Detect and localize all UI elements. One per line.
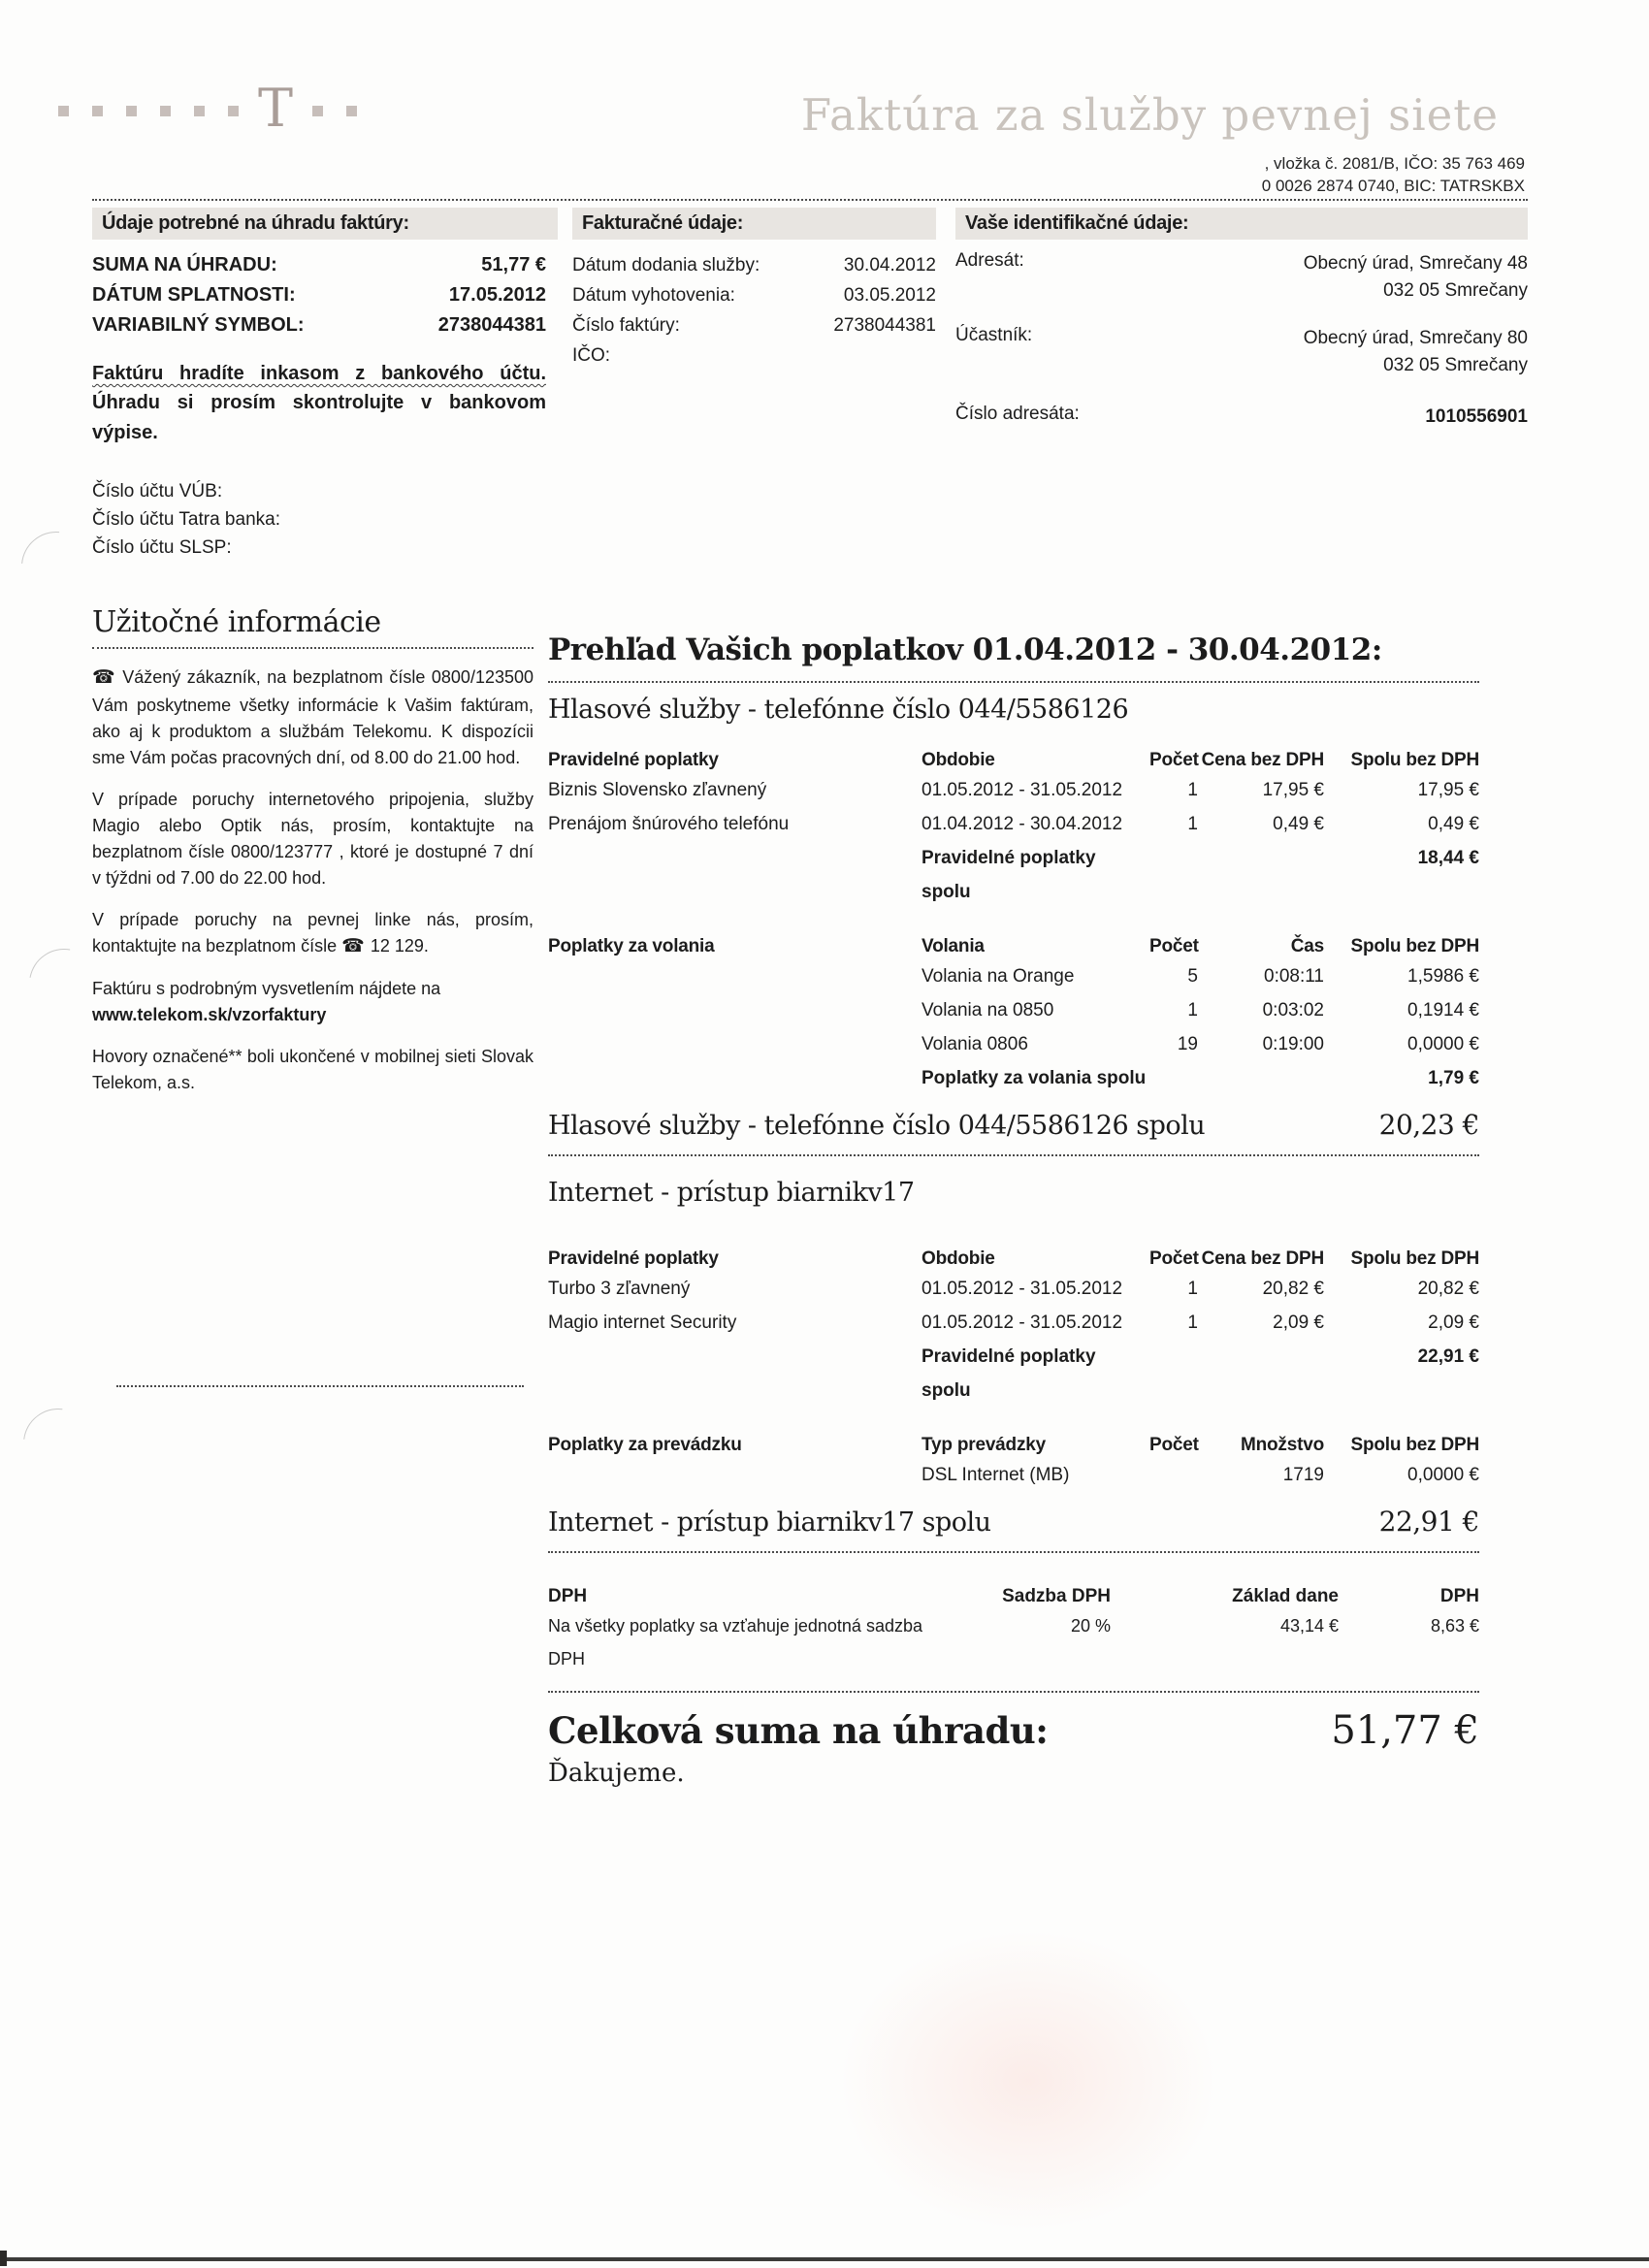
logo-square bbox=[312, 106, 323, 116]
logo-square bbox=[126, 106, 137, 116]
internet-total-value: 22,91 € bbox=[1378, 1506, 1479, 1538]
grand-total-row bbox=[548, 1708, 1479, 1753]
call-count: 19 bbox=[1177, 1034, 1198, 1054]
payment-summary bbox=[92, 250, 546, 340]
billing-row bbox=[572, 250, 936, 280]
item-period: 01.05.2012 - 31.05.2012 bbox=[922, 1312, 1123, 1333]
notice-underlined-text: Faktúru hradíte inkasom z bankového účtu. bbox=[92, 363, 546, 384]
useful-info-paragraph bbox=[92, 907, 534, 961]
logo-square bbox=[58, 106, 69, 116]
section-divider bbox=[548, 681, 1479, 683]
column-header: Spolu bez DPH bbox=[1350, 936, 1479, 956]
billing-label: Dátum vyhotovenia: bbox=[572, 285, 735, 306]
paragraph-text: Faktúru s podrobným vysvetlením nájdete na bbox=[92, 979, 441, 998]
notice-text: Úhradu si prosím skontrolujte v bankovom výpise. bbox=[92, 392, 546, 443]
billing-label: IČO: bbox=[572, 345, 611, 366]
table-row bbox=[548, 1272, 1479, 1306]
call-total: 0,1914 € bbox=[1407, 1000, 1479, 1021]
bank-account-line: Číslo účtu Tatra banka: bbox=[92, 509, 280, 530]
item-count: 1 bbox=[1187, 780, 1198, 800]
column-header: Spolu bez DPH bbox=[1350, 1435, 1479, 1455]
customer-identification bbox=[955, 250, 1528, 431]
subtotal-label: Pravidelné poplatky spolu bbox=[922, 1346, 1096, 1401]
column-header: Poplatky za volania bbox=[548, 936, 715, 956]
paragraph-text: V prípade poruchy internetového pripojenia, služby Magio alebo Optik nás, prosím, kontaktujte na bezplatnom čísle 0800/123777 , ktoré je dostupné 7 dní v týždni od 7.00 do 22.00 hod. bbox=[92, 789, 534, 888]
payment-row bbox=[92, 250, 546, 280]
addressee-line2: 032 05 Smrečany bbox=[1383, 279, 1528, 301]
item-name: Magio internet Security bbox=[548, 1312, 737, 1333]
table-row bbox=[548, 1306, 1479, 1340]
scan-edge bbox=[0, 2251, 7, 2266]
column-header: Volania bbox=[922, 936, 985, 956]
billing-value: 03.05.2012 bbox=[843, 285, 936, 306]
paragraph-text: V prípade poruchy na pevnej linke nás, prosím, kontaktujte na bezplatnom čísle bbox=[92, 909, 534, 956]
item-name: Biznis Slovensko zľavnený bbox=[548, 780, 767, 800]
internet-traffic-header bbox=[548, 1433, 1479, 1458]
column-header: Obdobie bbox=[922, 750, 995, 770]
payment-row bbox=[92, 280, 546, 310]
traffic-qty: 1719 bbox=[1282, 1465, 1324, 1485]
sidebar-divider bbox=[116, 1385, 524, 1387]
billing-row bbox=[572, 280, 936, 310]
phone-icon: ☎ bbox=[92, 667, 117, 688]
addressee-label: Adresát: bbox=[955, 250, 1024, 271]
header-divider bbox=[92, 199, 1528, 201]
section-divider bbox=[548, 1691, 1479, 1693]
vat-header bbox=[548, 1584, 1479, 1609]
scan-smudge bbox=[766, 1872, 1290, 2268]
useful-info-section bbox=[92, 605, 534, 1096]
item-total: 20,82 € bbox=[1417, 1279, 1479, 1299]
addressee-value bbox=[1304, 250, 1528, 304]
call-type: Volania na 0850 bbox=[922, 1000, 1054, 1021]
item-period: 01.04.2012 - 30.04.2012 bbox=[922, 814, 1123, 834]
telekom-logo bbox=[58, 78, 357, 139]
column-header: Cena bez DPH bbox=[1201, 750, 1324, 770]
logo-square bbox=[194, 106, 205, 116]
payment-row bbox=[92, 310, 546, 340]
call-type: Volania na Orange bbox=[922, 966, 1075, 987]
item-period: 01.05.2012 - 31.05.2012 bbox=[922, 780, 1123, 800]
payment-value: 17.05.2012 bbox=[448, 284, 546, 306]
item-count: 1 bbox=[1187, 1279, 1198, 1299]
grand-total-value: 51,77 € bbox=[1331, 1708, 1479, 1753]
subtotal-label: Pravidelné poplatky spolu bbox=[922, 848, 1096, 902]
voice-regular-header bbox=[548, 748, 1479, 773]
subscriber-line1: Obecný úrad, Smrečany 80 bbox=[1303, 328, 1528, 349]
subtotal-row bbox=[548, 841, 1479, 909]
column-header: Sadzba DPH bbox=[1002, 1586, 1111, 1606]
sample-invoice-url: www.telekom.sk/vzorfaktury bbox=[92, 1005, 327, 1024]
call-time: 0:19:00 bbox=[1262, 1034, 1324, 1054]
item-total: 17,95 € bbox=[1417, 780, 1479, 800]
column-header: DPH bbox=[1439, 1586, 1479, 1606]
logo-square bbox=[346, 106, 357, 116]
id-box-title: Vaše identifikačné údaje: bbox=[955, 208, 1528, 240]
useful-info-paragraph bbox=[92, 664, 534, 771]
useful-info-paragraph bbox=[92, 787, 534, 891]
billing-value: 2738044381 bbox=[833, 315, 936, 336]
vat-amount: 8,63 € bbox=[1430, 1616, 1479, 1636]
logo-square bbox=[228, 106, 239, 116]
item-price: 17,95 € bbox=[1262, 780, 1324, 800]
internet-regular-header bbox=[548, 1247, 1479, 1272]
payment-value: 2738044381 bbox=[437, 314, 546, 336]
paragraph-text: 12 129. bbox=[370, 935, 429, 956]
billing-row bbox=[572, 340, 936, 371]
payment-box-title: Údaje potrebné na úhradu faktúry: bbox=[92, 208, 558, 240]
subscriber-label: Účastník: bbox=[955, 325, 1033, 346]
column-header: Množstvo bbox=[1240, 1435, 1324, 1455]
scan-arc-artifact bbox=[9, 1394, 107, 1492]
subtotal-row bbox=[548, 1340, 1479, 1408]
table-row bbox=[548, 993, 1479, 1027]
table-row bbox=[548, 807, 1479, 841]
subtotal-label: Poplatky za volania spolu bbox=[922, 1068, 1147, 1088]
logo-square bbox=[92, 106, 103, 116]
grand-total-label: Celková suma na úhradu: bbox=[548, 1709, 1049, 1752]
item-price: 0,49 € bbox=[1273, 814, 1324, 834]
column-header: Obdobie bbox=[922, 1248, 995, 1269]
call-count: 1 bbox=[1187, 1000, 1198, 1021]
section-divider bbox=[548, 1154, 1479, 1156]
column-header: Spolu bez DPH bbox=[1350, 750, 1479, 770]
voice-section-title: Hlasové služby - telefónne číslo 044/5586126 bbox=[548, 695, 1129, 725]
useful-info-title: Užitočné informácie bbox=[92, 605, 534, 649]
payment-label: VARIABILNÝ SYMBOL: bbox=[92, 314, 305, 336]
telekom-t-icon: T bbox=[258, 78, 294, 139]
voice-total-label: Hlasové služby - telefónne číslo 044/5586126 spolu bbox=[548, 1111, 1206, 1141]
call-count: 5 bbox=[1187, 966, 1198, 987]
item-price: 2,09 € bbox=[1273, 1312, 1324, 1333]
traffic-total: 0,0000 € bbox=[1407, 1465, 1479, 1485]
item-period: 01.05.2012 - 31.05.2012 bbox=[922, 1279, 1123, 1299]
call-time: 0:03:02 bbox=[1262, 1000, 1324, 1021]
billing-value: 30.04.2012 bbox=[843, 255, 936, 275]
useful-info-paragraph bbox=[92, 976, 534, 1028]
call-time: 0:08:11 bbox=[1264, 966, 1324, 987]
vat-row-label: Na všetky poplatky sa vzťahuje jednotná sadzba DPH bbox=[548, 1616, 922, 1669]
subtotal-value: 22,91 € bbox=[1417, 1346, 1479, 1367]
column-header: Poplatky za prevádzku bbox=[548, 1435, 742, 1455]
company-registration bbox=[1262, 153, 1525, 198]
subscriber-line2: 032 05 Smrečany bbox=[1383, 354, 1528, 375]
scan-edge bbox=[0, 2257, 1649, 2261]
item-count: 1 bbox=[1187, 1312, 1198, 1333]
bank-account-line: Číslo účtu VÚB: bbox=[92, 481, 223, 502]
item-price: 20,82 € bbox=[1262, 1279, 1324, 1299]
vat-row bbox=[548, 1609, 1479, 1675]
paragraph-text: Hovory označené** boli ukončené v mobilnej sieti Slovak Telekom, a.s. bbox=[92, 1047, 534, 1092]
charges-overview bbox=[548, 632, 1479, 1788]
billing-box-title: Fakturačné údaje: bbox=[572, 208, 936, 240]
column-header: Počet bbox=[1149, 750, 1199, 770]
column-header: Počet bbox=[1149, 1435, 1199, 1455]
voice-total-row bbox=[548, 1109, 1479, 1141]
item-name: Prenájom šnúrového telefónu bbox=[548, 814, 790, 834]
internet-total-row bbox=[548, 1506, 1479, 1538]
thanks-text: Ďakujeme. bbox=[548, 1759, 685, 1788]
call-total: 0,0000 € bbox=[1407, 1034, 1479, 1054]
subtotal-value: 1,79 € bbox=[1428, 1068, 1479, 1088]
addressee-number-row bbox=[955, 404, 1528, 431]
scan-arc-artifact bbox=[7, 517, 105, 615]
column-header: Typ prevádzky bbox=[922, 1435, 1046, 1455]
column-header: DPH bbox=[548, 1586, 588, 1606]
column-header: Počet bbox=[1149, 936, 1199, 956]
item-total: 2,09 € bbox=[1428, 1312, 1479, 1333]
subtotal-row bbox=[548, 1061, 1479, 1095]
billing-details bbox=[572, 250, 936, 371]
traffic-type: DSL Internet (MB) bbox=[922, 1465, 1070, 1485]
voice-calls-header bbox=[548, 934, 1479, 959]
addressee-number-value: 1010556901 bbox=[1425, 406, 1528, 428]
paragraph-text: Vážený zákazník, na bezplatnom čísle 0800/123500 Vám poskytneme všetky informácie k Vašim faktúram, ako aj k produktom a službám Telekomu. K dispozícii sme Vám počas pracovných dní, od 8.00 do 21.00 hod. bbox=[92, 667, 534, 767]
direct-debit-notice bbox=[92, 359, 546, 447]
vat-rate: 20 % bbox=[1070, 1616, 1111, 1636]
subscriber-value bbox=[1304, 325, 1528, 378]
table-row bbox=[548, 959, 1479, 993]
call-total: 1,5986 € bbox=[1407, 966, 1479, 987]
phone-icon: ☎ bbox=[341, 935, 365, 956]
table-row bbox=[548, 1027, 1479, 1061]
item-count: 1 bbox=[1187, 814, 1198, 834]
internet-total-label: Internet - prístup biarnikv17 spolu bbox=[548, 1507, 991, 1538]
document-title: Faktúra za služby pevnej siete bbox=[800, 89, 1499, 141]
addressee-line1: Obecný úrad, Smrečany 48 bbox=[1303, 253, 1528, 274]
section-divider bbox=[548, 1551, 1479, 1553]
column-header: Pravidelné poplatky bbox=[548, 750, 719, 770]
subtotal-value: 18,44 € bbox=[1417, 848, 1479, 868]
item-name: Turbo 3 zľavnený bbox=[548, 1279, 691, 1299]
useful-info-paragraph bbox=[92, 1044, 534, 1096]
column-header: Základ dane bbox=[1232, 1586, 1339, 1606]
billing-label: Dátum dodania služby: bbox=[572, 255, 760, 275]
call-type: Volania 0806 bbox=[922, 1034, 1028, 1054]
bank-accounts bbox=[92, 477, 280, 562]
billing-label: Číslo faktúry: bbox=[572, 315, 680, 336]
subscriber-row bbox=[955, 325, 1528, 378]
vat-base: 43,14 € bbox=[1279, 1616, 1339, 1636]
column-header: Cena bez DPH bbox=[1201, 1248, 1324, 1269]
column-header: Čas bbox=[1290, 936, 1324, 956]
internet-section-title: Internet - prístup biarnikv17 bbox=[548, 1178, 915, 1208]
column-header: Počet bbox=[1149, 1248, 1199, 1269]
bank-account-line: Číslo účtu SLSP: bbox=[92, 537, 232, 558]
table-row bbox=[548, 1458, 1479, 1492]
overview-title: Prehľad Vašich poplatkov 01.04.2012 - 30.04.2012: bbox=[548, 632, 1382, 667]
registration-line: , vložka č. 2081/B, IČO: 35 763 469 bbox=[1264, 154, 1525, 173]
item-total: 0,49 € bbox=[1428, 814, 1479, 834]
payment-value: 51,77 € bbox=[481, 254, 546, 275]
column-header: Pravidelné poplatky bbox=[548, 1248, 719, 1269]
payment-label: DÁTUM SPLATNOSTI: bbox=[92, 284, 296, 306]
addressee-number-label: Číslo adresáta: bbox=[955, 404, 1080, 425]
registration-line: 0 0026 2874 0740, BIC: TATRSKBX bbox=[1261, 176, 1525, 195]
logo-square bbox=[160, 106, 171, 116]
billing-row bbox=[572, 310, 936, 340]
voice-total-value: 20,23 € bbox=[1378, 1109, 1479, 1141]
column-header: Spolu bez DPH bbox=[1350, 1248, 1479, 1269]
addressee-row bbox=[955, 250, 1528, 304]
payment-label: SUMA NA ÚHRADU: bbox=[92, 254, 277, 275]
table-row bbox=[548, 773, 1479, 807]
